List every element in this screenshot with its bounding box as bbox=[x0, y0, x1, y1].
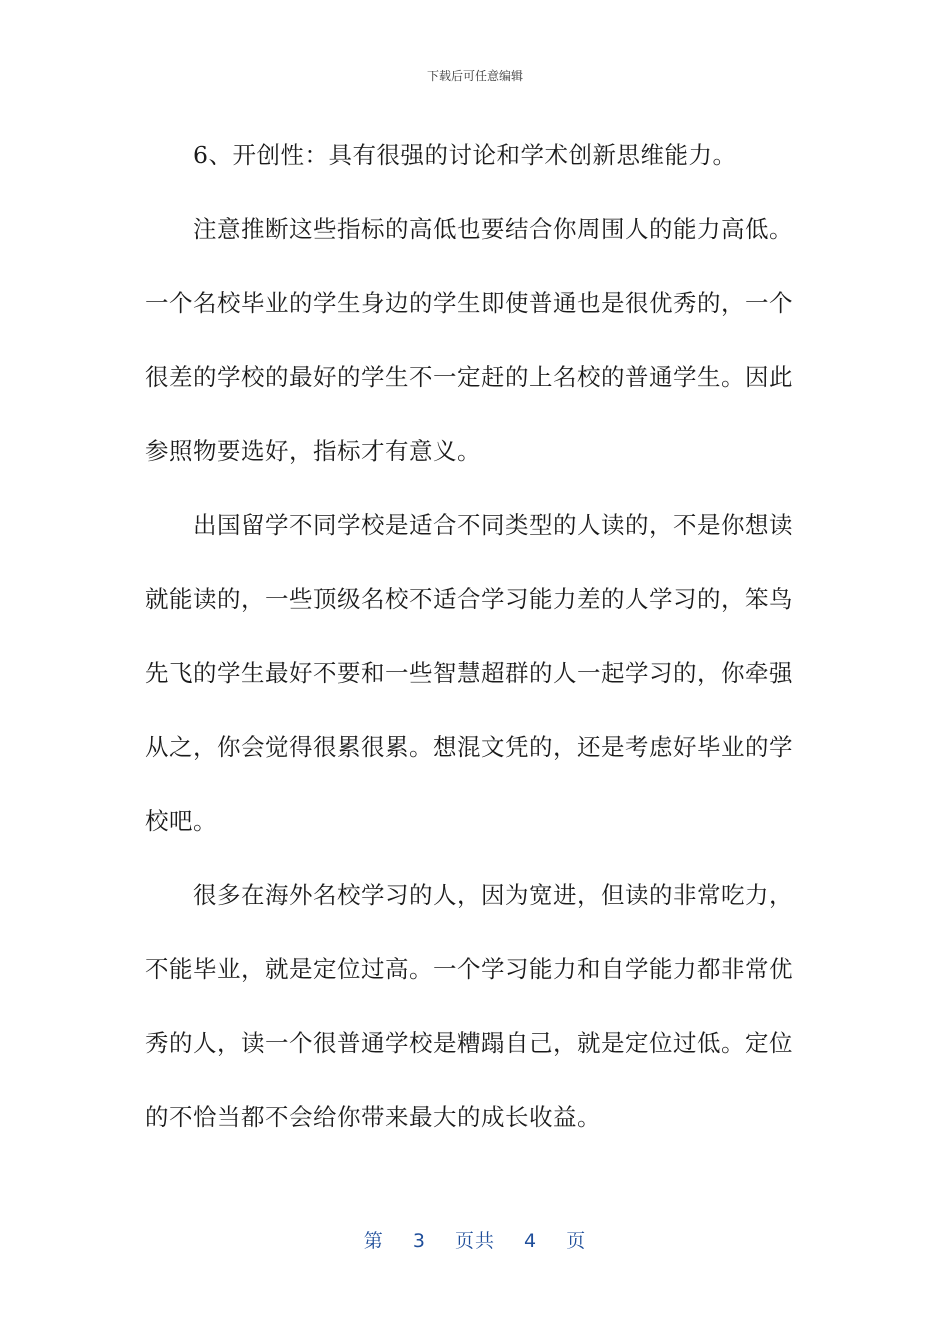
paragraph-line: 秀的人，读一个很普通学校是糟蹋自己，就是定位过低。定位 bbox=[145, 1029, 793, 1057]
paragraph-line: 从之，你会觉得很累很累。想混文凭的，还是考虑好毕业的学 bbox=[145, 733, 793, 761]
paragraph-line: 很差的学校的最好的学生不一定赶的上名校的普通学生。因此 bbox=[145, 363, 793, 391]
paragraph-line: 不能毕业，就是定位过高。一个学习能力和自学能力都非常优 bbox=[145, 955, 793, 983]
paragraph-line: 校吧。 bbox=[145, 807, 217, 835]
page-label-prefix: 第 bbox=[363, 1230, 384, 1252]
page-header: 下载后可任意编辑 bbox=[426, 69, 523, 83]
paragraph-line: 出国留学不同学校是适合不同类型的人读的，不是你想读 bbox=[193, 511, 793, 539]
paragraph-line: 注意推断这些指标的高低也要结合你周围人的能力高低。 bbox=[193, 215, 793, 243]
page-number: 3 bbox=[412, 1230, 426, 1252]
page-label-mid: 页共 bbox=[454, 1230, 495, 1252]
paragraph-line: 参照物要选好，指标才有意义。 bbox=[145, 437, 481, 465]
page-footer bbox=[0, 1226, 950, 1253]
document-body bbox=[145, 118, 793, 1154]
paragraph-line: 6、开创性：具有很强的讨论和学术创新思维能力。 bbox=[193, 141, 737, 169]
paragraph-line: 一个名校毕业的学生身边的学生即使普通也是很优秀的，一个 bbox=[145, 289, 793, 317]
paragraph-line: 先飞的学生最好不要和一些智慧超群的人一起学习的，你牵强 bbox=[145, 659, 793, 687]
page-label-suffix: 页 bbox=[566, 1230, 587, 1252]
paragraph-line: 就能读的，一些顶级名校不适合学习能力差的人学习的，笨鸟 bbox=[145, 585, 793, 613]
paragraph-line: 很多在海外名校学习的人，因为宽进，但读的非常吃力， bbox=[193, 881, 793, 909]
total-pages: 4 bbox=[524, 1230, 538, 1252]
paragraph-line: 的不恰当都不会给你带来最大的成长收益。 bbox=[145, 1103, 601, 1131]
